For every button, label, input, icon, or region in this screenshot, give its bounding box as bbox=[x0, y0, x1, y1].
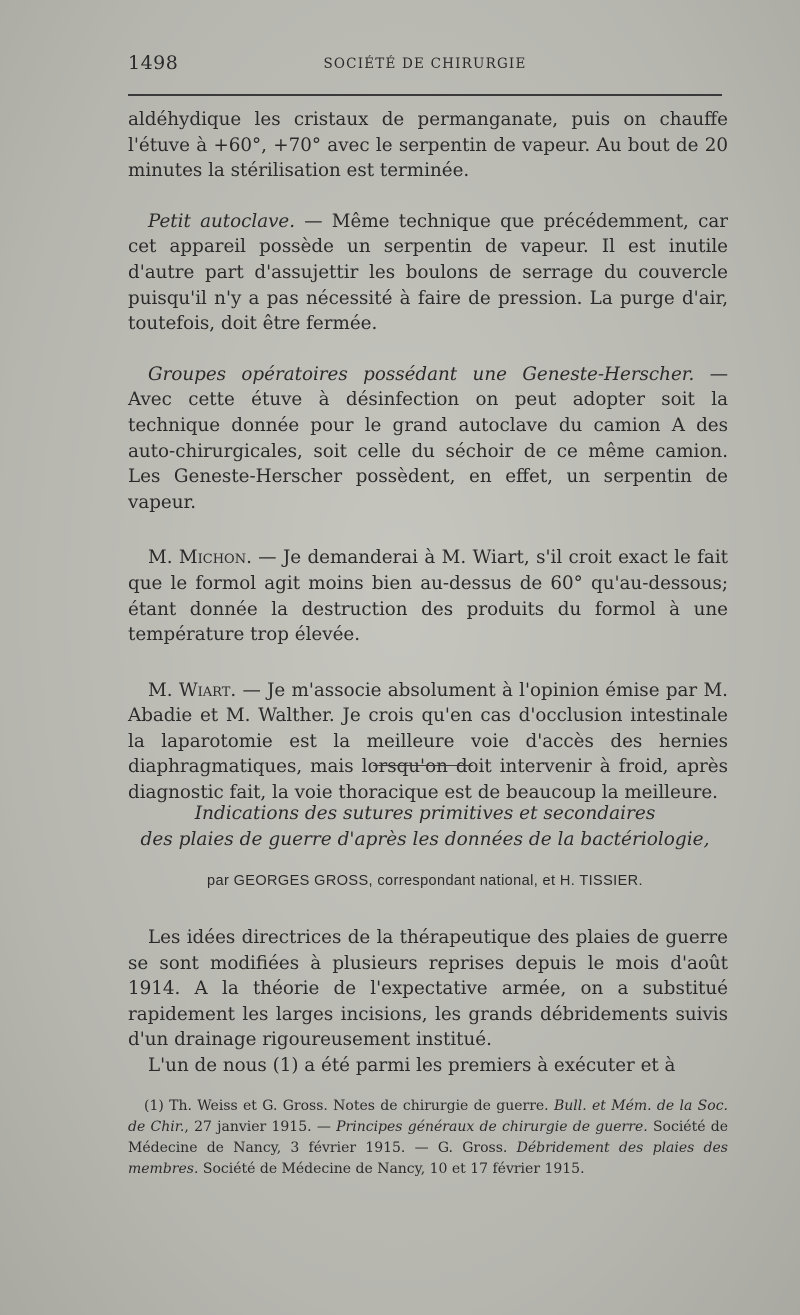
article-paragraph-2: L'un de nous (1) a été parmi les premiers à exécuter et à bbox=[148, 1054, 676, 1076]
groupes-text: — Avec cette étuve à désinfection on peut adopter soit la technique donnée pour le grand autoclave du camion A des auto-chirurgicales, soit celle du séchoir de ce même camion. Les Geneste-Herscher possèdent, en effet, un serpentin de vapeur. bbox=[128, 363, 728, 513]
footnote-text-f: Débridement des plaies des membres. bbox=[128, 1140, 728, 1177]
footnote-text-c: , 27 janvier 1915. — bbox=[184, 1119, 337, 1135]
paragraph-michon bbox=[128, 545, 728, 647]
speaker-michon: M. Michon. bbox=[148, 547, 252, 569]
wiart-text: — Je m'associe absolument à l'opinion émise par M. Abadie et M. Walther. Je crois qu'en cas d'occlusion intestinale la laparotomie est la meilleure voie d'accès des hernies diaphragmatiques, mais lorsqu'on doit intervenir à froid, après diagnostic fait, la voie thoracique est de beaucoup la meilleure. bbox=[128, 679, 728, 804]
article-title bbox=[128, 801, 722, 853]
footnote-text-e: Société de Médecine de Nancy, 3 février 1915. — G. Gross. bbox=[128, 1119, 729, 1156]
paragraph-wiart bbox=[128, 678, 728, 806]
petit-autoclave-label: Petit autoclave. bbox=[148, 210, 296, 232]
groupes-label: Groupes opératoires possédant une Geneste-Herscher. bbox=[148, 363, 695, 385]
section-divider bbox=[373, 765, 473, 766]
running-head: SOCIÉTÉ DE CHIRURGIE bbox=[323, 56, 527, 72]
footnote-text-a: (1) Th. Weiss et G. Gross. Notes de chirurgie de guerre. bbox=[144, 1098, 554, 1114]
footnote-1 bbox=[128, 1096, 728, 1180]
article-title-line-1: Indications des sutures primitives et secondaires bbox=[194, 803, 656, 824]
header-rule bbox=[128, 94, 722, 96]
speaker-wiart: M. Wiart. bbox=[148, 679, 237, 701]
page-number: 1498 bbox=[128, 52, 179, 74]
article-body bbox=[128, 925, 728, 1079]
petit-autoclave-text: — Même technique que précédemment, car cet appareil possède un serpentin de vapeur. Il est inutile d'autre part d'assujettir les boulons de serrage du couvercle puisqu'il n'y a pas nécessité à faire de pression. La purge d'air, toutefois, doit être fermée. bbox=[128, 210, 728, 335]
footnote-text-b: Bull. et Mém. de la Soc. de Chir. bbox=[128, 1098, 728, 1135]
footnote-text-d: Principes généraux de chirurgie de guerre. bbox=[336, 1119, 648, 1135]
footnote-text-g: Société de Médecine de Nancy, 10 et 17 février 1915. bbox=[198, 1161, 585, 1177]
paragraph-groupes-operatoires bbox=[128, 362, 728, 516]
article-title-line-2: des plaies de guerre d'après les données de la bactériologie, bbox=[140, 829, 710, 850]
paragraph-petit-autoclave bbox=[128, 209, 728, 337]
article-authors: par GEORGES GROSS, correspondant national, et H. TISSIER. bbox=[207, 873, 643, 889]
article-paragraph-1: Les idées directrices de la thérapeutique des plaies de guerre se sont modifiées à plusieurs reprises depuis le mois d'août 1914. A la théorie de l'expectative armée, on a substitué rapidement les larges incisions, les grands débridements suivis d'un drainage rigoureusement institué. bbox=[128, 927, 728, 1051]
discussion-section bbox=[128, 107, 728, 806]
michon-text: — Je demanderai à M. Wiart, s'il croit exact le fait que le formol agit moins bien au-dessus de 60° qu'au-dessous; étant donnée la destruction des produits du formol à une température trop élevée. bbox=[128, 547, 729, 646]
page-header bbox=[128, 52, 722, 82]
paragraph-sterilisation: aldéhydique les cristaux de permanganate, puis on chauffe l'étuve à +60°, +70° avec le serpentin de vapeur. Au bout de 20 minutes la stérilisation est terminée. bbox=[128, 109, 728, 182]
footnote bbox=[128, 1096, 728, 1180]
